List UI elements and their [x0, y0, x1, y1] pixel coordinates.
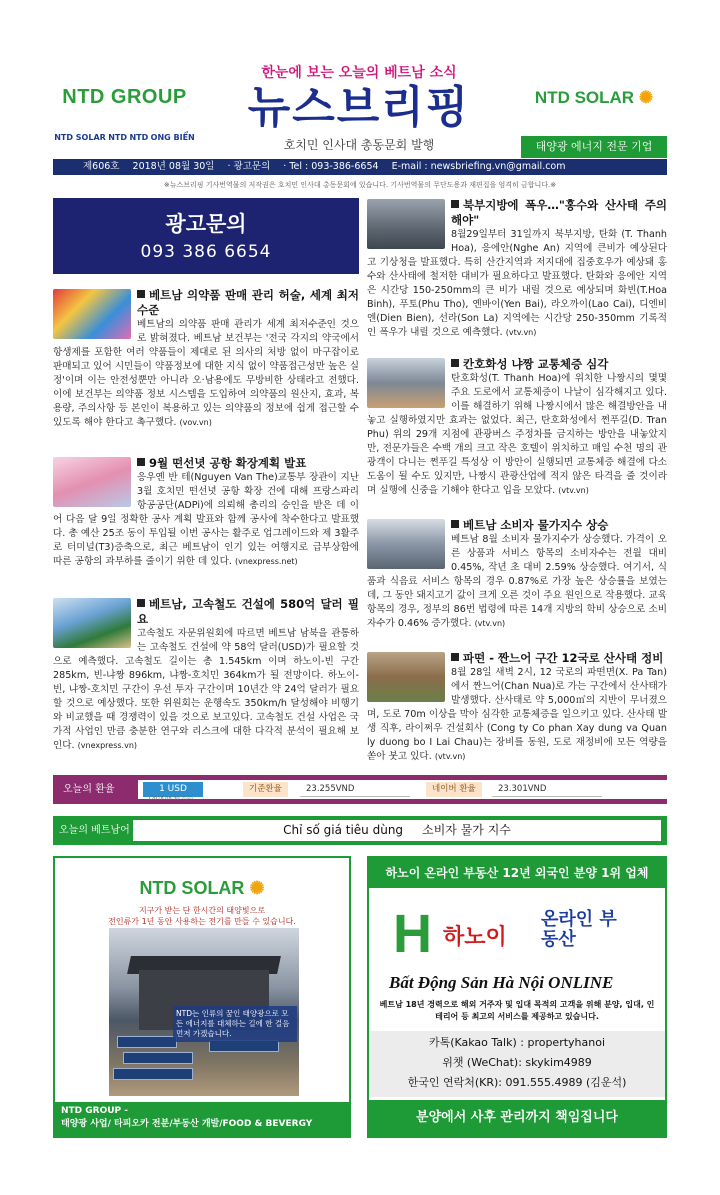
- masthead-block: [199, 52, 519, 158]
- issue-number: 제606호: [83, 161, 120, 172]
- article-photo: [367, 519, 445, 569]
- hanoi-online-realestate-ad: [367, 856, 667, 1138]
- article: [53, 288, 359, 448]
- article-body: 베트남 8월 소비자 물가지수가 상승했다. 가격이 오른 상품과 서비스 항목의 소비자수는 전월 대비 0.45%, 작년 초 대비 2.59% 상승했다. 여기서, 식품과 식음료 서비스 항목의 경우 0.87%로 가장 높은 상승률을 보였는데, 그 동안 돼지고기 값이 크게 오른 것이 주요 원인으로 작용했다. 교육 항목의 경우, 정부의 86번 법령에 따른 14개 지방의 학비 상승으로 소비자수가 0.46% 증가했다.: [367, 534, 667, 629]
- article: [367, 651, 667, 769]
- article-body: 베트남의 의약품 판매 관리가 세계 최저수준인 것으로 밝혀졌다. 베트남 보건부는 '전국 각지의 약국에서 항생제를 포함한 여러 약품들이 제대로 된 의사의 처방 없이 마구잡이로 판매되고 있어 시민들이 약품정보에 대한 지식 없이 약품접근성만 높은 실정'이며 이는 안전성뿐만 아니라 오·남용에도 무방비한 상태라고 전했다. 이에 보건부는 의약품 정보 시스템을 도입하여 의약품의 원산지, 효과, 복용량, 주의사항 등 본인이 복용하고 있는 의약품의 정보에 쉽게 접근할 수 있도록 해야 한다고 촉구했다.: [53, 319, 359, 428]
- contact-info: [369, 1031, 665, 1097]
- exchange-rate-bar: [53, 775, 667, 804]
- article-source: (vtv.vn): [558, 486, 589, 495]
- article: [53, 597, 359, 769]
- bullet-icon: [137, 290, 145, 298]
- bullet-icon: [137, 458, 145, 466]
- hanoi-online-logo: H 하노이 온라인 부동산: [393, 904, 617, 964]
- tagline: 한눈에 보는 오늘의 베트남 소식: [261, 65, 457, 81]
- issue-info-bar: [53, 159, 667, 175]
- vietnamese-word-panel: [133, 820, 661, 841]
- bullet-icon: [451, 359, 459, 367]
- article-body: 8월29일부터 31일까지 북부지방, 탄화 (T. Thanh Hoa), 응에안(Nghe An) 지역에 큰비가 예상된다고 기상청을 발표했다. 특히 산간지역과 저지대에 집중호우가 예상돼 홍수와 산사태에 철저한 대비가 필요하다고 발표했다. 탄화와 응에안 지역은 시간당 150-250mm의 큰 비가 내릴 것으로 예상되며 화빈(T.Hoa Binh), 푸토(Phu Tho), 옌바이(Yen Bai), 라오까이(Lao Cai), 디엔비엔(Dien Bien), 선라(Son La) 지역에는 시간당 250-350mm 기록적인 폭우가 내릴 것으로 예측했다.: [367, 229, 667, 338]
- phone: · Tel : 093-386-6654: [283, 161, 379, 172]
- article-title: 베트남, 고속철도 건설에 580억 달러 필요: [137, 597, 359, 626]
- ntd-solar-ad-logo: NTD SOLAR ✺: [139, 878, 265, 898]
- ad-description: 베트남 18년 경력으로 해외 거주자 및 입대 목적의 고객을 위해 분양, 입대, 인테리어 등 최고의 서비스를 제공하고 있습니다.: [379, 1000, 655, 1021]
- bds-hanoi-online: Bất Động Sản Hà Nội ONLINE: [389, 973, 614, 992]
- vietnamese-word-label: 오늘의 베트남어: [59, 825, 130, 836]
- bullet-icon: [137, 599, 145, 607]
- brand-logo: NTD: [108, 133, 128, 142]
- bullet-icon: [451, 520, 459, 528]
- vietnamese-word-bar: [53, 816, 667, 845]
- ad-footer: 분양에서 사후 관리까지 책임집니다: [369, 1100, 665, 1136]
- base-rate-label: 기준환율: [243, 782, 288, 797]
- ntd-group-logo: NTD GROUP: [62, 86, 187, 108]
- exchange-rate-panel: [138, 780, 716, 802]
- naver-rate-value: 23.301VND: [492, 782, 602, 797]
- sun-icon: ✺: [638, 88, 654, 107]
- article-photo: [367, 652, 445, 702]
- article: [367, 518, 667, 642]
- ntd-group-footer: NTD GROUP - 태양광 사업/ 타피오카 전분/부동산 개발/FOOD & BEVERGY: [55, 1102, 349, 1136]
- bullet-icon: [451, 653, 459, 661]
- article-photo: [53, 289, 131, 339]
- ntd-group-logo-block: [53, 52, 196, 158]
- article-source: (vtv.vn): [434, 752, 466, 761]
- article: [367, 357, 667, 513]
- brand-logo: NTD: [129, 133, 149, 142]
- brand-logo: NTD SOLAR: [54, 133, 106, 142]
- usd-badge: 1 USD: [143, 782, 203, 797]
- article-photo: [367, 358, 445, 408]
- article-map-photo: [53, 457, 131, 507]
- article-title: 베트남 소비자 물가지수 상승: [367, 518, 667, 533]
- article-source: (vnexpress.vn): [77, 741, 138, 750]
- kakao-contact: 카톡(Kakao Talk) : propertyhanoi: [428, 1036, 606, 1049]
- masthead-title: 뉴스브리핑: [247, 82, 471, 133]
- article-title: 베트남 의약품 판매 관리 허술, 세계 최저 수준: [137, 288, 359, 317]
- brand-logos: [53, 133, 196, 142]
- sun-icon: ✺: [249, 878, 265, 898]
- article-title: 칸호화성 냐짱 교통체증 심각: [367, 357, 667, 372]
- article-body: 응우옌 반 테(Nguyen Van The)교통부 장관이 지난 3월 호치민 떤선녓 공항 확장 건에 대해 프랑스파리항공공단(ADPi)에 의뢰해 총리의 승인을 받은 데 이어 다음 달 9일 정확한 공사 계획 발표와 함께 공사에 착수한다고 발표했다. 총 예산 25조 동이 투입될 이번 공사는 활주로 업그레이드와 제 3활주로 터미널(T3)증축으로, 최근 베트남이 인기 있는 여행지로 급부상함에 따른 공항의 과부하를 줄이기 위한 데 있다.: [53, 472, 359, 567]
- publisher: 호치민 인사대 총동문회 발행: [283, 138, 435, 152]
- ad-inquiry-title: 광고문의: [165, 212, 247, 236]
- article-source: (vtv.vn): [474, 619, 506, 628]
- article-title: 북부지방에 폭우…"홍수와 산사태 주의 해야": [451, 198, 667, 227]
- brand-logo: ONG BIỂN: [150, 133, 195, 142]
- vietnamese-word: Chỉ số giá tiêu dùng: [283, 823, 404, 837]
- korea-phone-contact: 한국인 연락처(KR): 091.555.4989 (김운석): [407, 1076, 627, 1089]
- article-body: 8월 28일 새벽 2시, 12 국로의 파떤면(X. Pa Tan)에서 짠느어(Chan Nua)로 가는 구간에서 산사태가 발생했다. 산사태로 약 5,000㎥의 지반이 무너졌으며, 도로 70m 이상을 막아 심각한 교통체증을 일으키고 있다. 산사태 발생 직후, 라이쩌우 건설회사 (Cong ty Co phan Xay dung va Quan ly duong bo I Lai Chau)는 장비를 동원, 도로 재정비에 모든 역량을 쏟아 붓고 있다.: [367, 667, 667, 762]
- article-title: 9월 떤선녓 공항 확장계획 발표: [53, 456, 359, 471]
- ad-inquiry-box: [53, 198, 359, 274]
- usd-date-note: (2018.08.30 기준): [149, 796, 193, 802]
- article-source: (vov.vn): [179, 418, 212, 427]
- article: [53, 456, 359, 586]
- ad-note: NTD는 인류의 꿈인 태양광으로 모든 에너지를 대체하는 길에 한 걸음 먼저 가겠습니다.: [173, 1006, 297, 1042]
- article-body: 탄호화성(T. Thanh Hoa)에 위치한 나짱시의 몇몇 주요 도로에서 교통체증이 나날이 심각해지고 있다. 이를 해결하기 위해 나짱시에서 많은 해결방안을 내놓고 실행하였지만 효과는 없었다. 최근, 탄호화성에서 쩐푸길(D. Tran Phu) 위의 29개 지점에 관광버스 주정차를 금지하는 방안을 내놓았지만, 전문가들은 수백 개의 크고 작은 호텔이 위치하고 매일 수천 명의 관광객이 다니는 쩐푸길 특성상 이 방안이 실행되면 교통체증 해결에 다소 도움이 될 수도 있지만, 나짱시 관광산업에 적지 않은 타격을 줄 것이라며 실행에 신중을 기해야 한다고 입을 모았다.: [367, 373, 667, 496]
- base-rate-value: 23.255VND: [300, 782, 410, 797]
- ntd-solar-logo: NTD SOLAR ✺: [534, 88, 654, 107]
- korean-meaning: 소비자 물가 지수: [422, 823, 511, 837]
- ad-slogan: 지구가 받는 단 한시간의 태양빛으로 전인류가 1년 동안 사용하는 전기를 만들 수 있습니다.: [108, 906, 296, 926]
- email: E-mail : newsbriefing.vn@gmail.com: [391, 161, 566, 172]
- article-title: 파떤 - 짠느어 구간 12국로 산사태 정비: [367, 651, 667, 666]
- article-source: (vnexpress.net): [234, 557, 298, 566]
- ad-headline: 하노이 온라인 부동산 12년 외국인 분양 1위 업체: [369, 858, 665, 888]
- solar-tagline: 태양광 에너지 전문 기업: [521, 136, 667, 158]
- ntd-solar-ad: [53, 856, 351, 1138]
- ntd-solar-block: [521, 52, 667, 158]
- issue-date: 2018년 08월 30일: [132, 161, 215, 172]
- ad-inquiry: · 광고문의: [227, 161, 271, 172]
- ad-inquiry-phone: 093 386 6654: [140, 242, 272, 262]
- article-photo: [53, 598, 131, 648]
- naver-rate-label: 네이버 환율: [426, 782, 482, 797]
- article-body: 고속철도 자문위원회에 따르면 베트남 남북을 관통하는 고속철도 건설에 약 58억 달러(USD)가 필요할 것으로 예측했다. 고속철도 길이는 총 1.545km 이며 하노이-빈 구간 285km, 빈-냐짱 896km, 냐짱-호치민 364km가 될 전망이다. 하노이-빈, 냐짱-호치민 구간이 우선 투자 구간이며 10년간 약 24억 달러가 필요할 것으로 예상했다. 또한 위원회는 운행속도 350km/h 달성해야 비행기와 비교했을 때 경쟁력이 있을 것으로 보고있다. 고속철도 건설 사업은 국가적 사업인 만큼 충분한 연구와 리스크에 대한 다각적 분석이 필요해 보인다.: [53, 628, 359, 751]
- wechat-contact: 위챗 (WeChat): skykim4989: [442, 1056, 592, 1069]
- exchange-rate-label: 오늘의 환율: [63, 784, 115, 795]
- article-photo: [367, 199, 445, 249]
- article-source: (vtv.vn): [505, 328, 537, 337]
- article: [367, 198, 667, 350]
- copyright-notice: ※뉴스브리핑 기사번역물의 저작권은 호치민 인사대 총동문회에 있습니다. 기사번역물의 무단도용과 재편집을 엄격히 금합니다.※: [163, 181, 557, 189]
- bullet-icon: [451, 200, 459, 208]
